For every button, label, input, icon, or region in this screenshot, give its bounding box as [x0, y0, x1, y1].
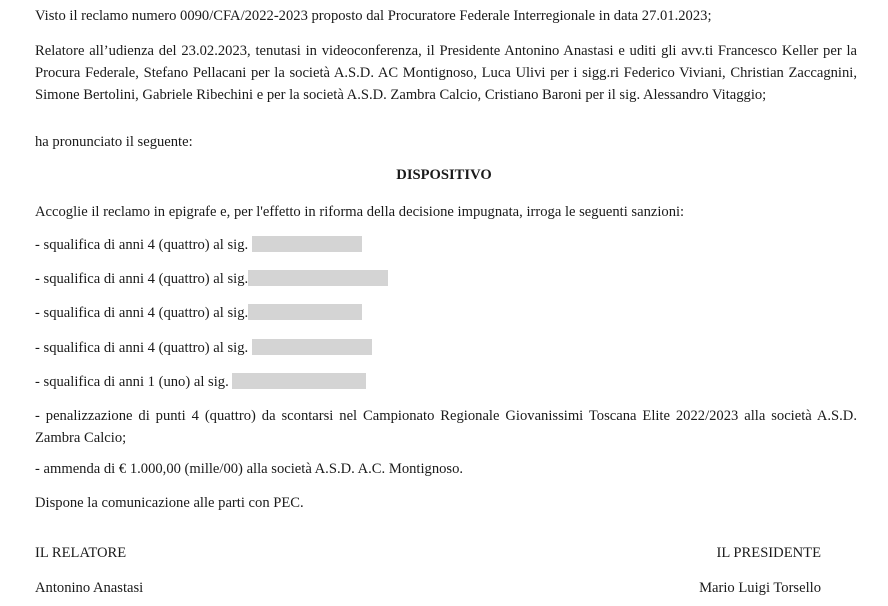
- redacted-name: [252, 339, 372, 355]
- presidente-title: IL PRESIDENTE: [716, 545, 821, 561]
- sanction-line: [35, 337, 372, 359]
- intro-paragraph: Visto il reclamo numero 0090/CFA/2022-2023 proposto dal Procuratore Federale Interregionale in data 27.01.2023;: [35, 8, 712, 24]
- sanction-line: [35, 234, 362, 256]
- penalty-paragraph: - penalizzazione di punti 4 (quattro) da scontarsi nel Campionato Regionale Giovanissimi Toscana Elite 2022/2023 alla società A.S.D. Zambra Calcio;: [35, 408, 857, 446]
- redacted-name: [232, 373, 366, 389]
- pronounced-line: ha pronunciato il seguente:: [35, 134, 193, 150]
- sanction-line: [35, 371, 366, 393]
- presidente-name: Mario Luigi Torsello: [699, 580, 821, 596]
- redacted-name: [248, 304, 362, 320]
- redacted-name: [248, 270, 388, 286]
- accepts-line: Accoglie il reclamo in epigrafe e, per l'effetto in riforma della decisione impugnata, irroga le seguenti sanzioni:: [35, 204, 685, 220]
- sanction-text: - squalifica di anni 4 (quattro) al sig.: [35, 271, 249, 287]
- hearing-paragraph: Relatore all’udienza del 23.02.2023, tenutasi in videoconferenza, il Presidente Antonino Anastasi e uditi gli avv.ti Francesco Keller per la Procura Federale, Stefano Pellacani per la società A.S.D. AC Montignoso, Luca Ulivi per i sigg.ri Federico Viviani, Christian Zaccagnini, Simone Bertolini, Gabriele Ribechini e per la società A.S.D. Zambra Calcio, Cristiano Baroni per il sig. Alessandro Vitaggio;: [35, 43, 857, 103]
- sanction-text: - squalifica di anni 4 (quattro) al sig.: [35, 340, 249, 356]
- relatore-name: Antonino Anastasi: [35, 580, 144, 596]
- sanction-text: - squalifica di anni 4 (quattro) al sig.: [35, 305, 249, 321]
- fine-line: - ammenda di € 1.000,00 (mille/00) alla società A.S.D. A.C. Montignoso.: [35, 461, 464, 477]
- relatore-title: IL RELATORE: [35, 545, 127, 561]
- dispositivo-heading: DISPOSITIVO: [396, 167, 492, 183]
- communication-line: Dispone la comunicazione alle parti con PEC.: [35, 495, 304, 511]
- sanction-text: - squalifica di anni 1 (uno) al sig.: [35, 374, 229, 390]
- sanction-line: [35, 302, 362, 324]
- sanction-line: [35, 268, 388, 290]
- sanction-text: - squalifica di anni 4 (quattro) al sig.: [35, 237, 249, 253]
- redacted-name: [252, 236, 362, 252]
